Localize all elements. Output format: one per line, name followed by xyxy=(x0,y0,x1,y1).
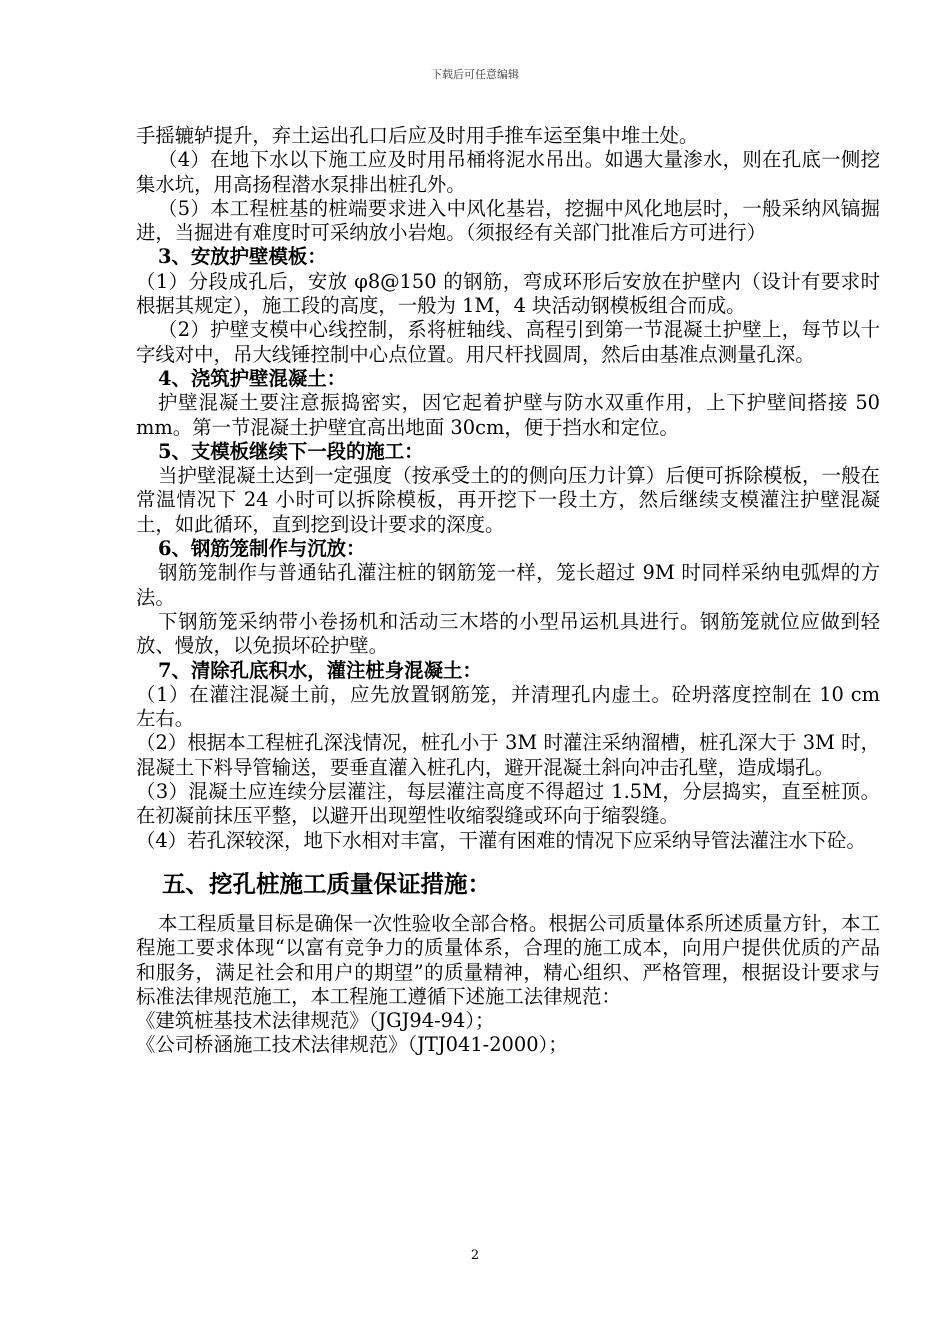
paragraph: （1）分段成孔后，安放 φ8@150 的钢筋，弯成环形后安放在护壁内（设计有要求时根据其规定），施工段的高度，一般为 1M，4 块活动钢模板组合而成。 xyxy=(136,269,880,318)
paragraph: 手摇辘轳提升，弃土运出孔口后应及时用手推车运至集中堆土处。 xyxy=(136,124,699,147)
paragraph: 当护壁混凝土达到一定强度（按承受土的的侧向压力计算）后便可拆除模板，一般在常温情况下 24 小时可以拆除模板，再开挖下一段土方，然后继续支模灌注护壁混凝土，如此循环，直到挖到设计要求的深度。 xyxy=(136,464,880,536)
paragraph: （2）根据本工程桩孔深浅情况，桩孔小于 3M 时灌注采纳溜槽，桩孔深大于 3M 时，混凝土下料导管输送，要垂直灌入桩孔内，避开混凝土斜向冲击孔壁，造成塌孔。 xyxy=(136,731,880,779)
paragraph: 护壁混凝土要注意振捣密实，因它起着护壁与防水双重作用，上下护壁间搭接 50 mm。第一节混凝土护壁宜高出地面 30cm，便于挡水和定位。 xyxy=(136,391,880,439)
paragraph: （5）本工程桩基的桩端要求进入中风化基岩，挖掘中风化地层时，一般采纳风镐掘进，当掘进有难度时可采纳放小岩炮。（须报经有关部门批准后方可进行） xyxy=(136,196,880,245)
subheading: 4、浇筑护壁混凝土： xyxy=(158,366,347,390)
subheading: 3、安放护壁模板： xyxy=(158,245,327,269)
paragraph: 本工程质量目标是确保一次性验收全部合格。根据公司质量体系所述质量方针，本工程施工要求体现“以富有竞争力的质量体系，合理的施工成本，向用户提供优质的产品和服务，满足社会和用户的期望”的质量精神，精心组织、严格管理，根据设计要求与标准法律规范施工，本工程施工遵循下述施工法律规范： xyxy=(136,911,880,1008)
paragraph: （4）在地下水以下施工应及时用吊桶将泥水吊出。如遇大量渗水，则在孔底一侧挖集水坑，用高扬程潜水泵排出桩孔外。 xyxy=(136,148,880,196)
paragraph: 钢筋笼制作与普通钻孔灌注桩的钢筋笼一样，笼长超过 9M 时同样采纳电弧焊的方法。 xyxy=(136,561,880,609)
paragraph: （4）若孔深较深，地下水相对丰富，干灌有困难的情况下应采纳导管法灌注水下砼。 xyxy=(136,828,866,852)
paragraph: （3）混凝土应连续分层灌注，每层灌注高度不得超过 1.5M，分层捣实，直至桩顶。在初凝前抹压平整，以避开出现塑性收缩裂缝或环向于缩裂缝。 xyxy=(136,780,880,828)
document-body xyxy=(136,124,880,1058)
paragraph: 下钢筋笼采纳带小卷扬机和活动三木塔的小型吊运机具进行。钢筋笼就位应做到轻放、慢放，以免损坏砼护壁。 xyxy=(136,609,880,658)
subheading: 5、支模板继续下一段的施工： xyxy=(158,439,424,463)
subheading: 7、清除孔底积水，灌注桩身混凝土： xyxy=(158,658,482,682)
section-heading: 五、挖孔桩施工质量保证措施： xyxy=(162,869,491,898)
paragraph: （2）护壁支模中心线控制，系将桩轴线、高程引到第一节混凝土护壁上，每节以十字线对中，吊大线锤控制中心点位置。用尺杆找圆周，然后由基准点测量孔深。 xyxy=(136,318,880,366)
standard-reference: 《公司桥涵施工技术法律规范》（JTJ041-2000）； xyxy=(136,1033,568,1057)
page-number: 2 xyxy=(470,1248,480,1263)
standard-reference: 《建筑桩基技术法律规范》（JGJ94-94）； xyxy=(136,1009,495,1033)
paragraph: （1）在灌注混凝土前，应先放置钢筋笼，并清理孔内虚土。砼坍落度控制在 10 cm 左右。 xyxy=(136,682,880,731)
subheading: 6、钢筋笼制作与沉放： xyxy=(158,537,366,561)
page-header: 下载后可任意编辑 xyxy=(431,68,519,81)
